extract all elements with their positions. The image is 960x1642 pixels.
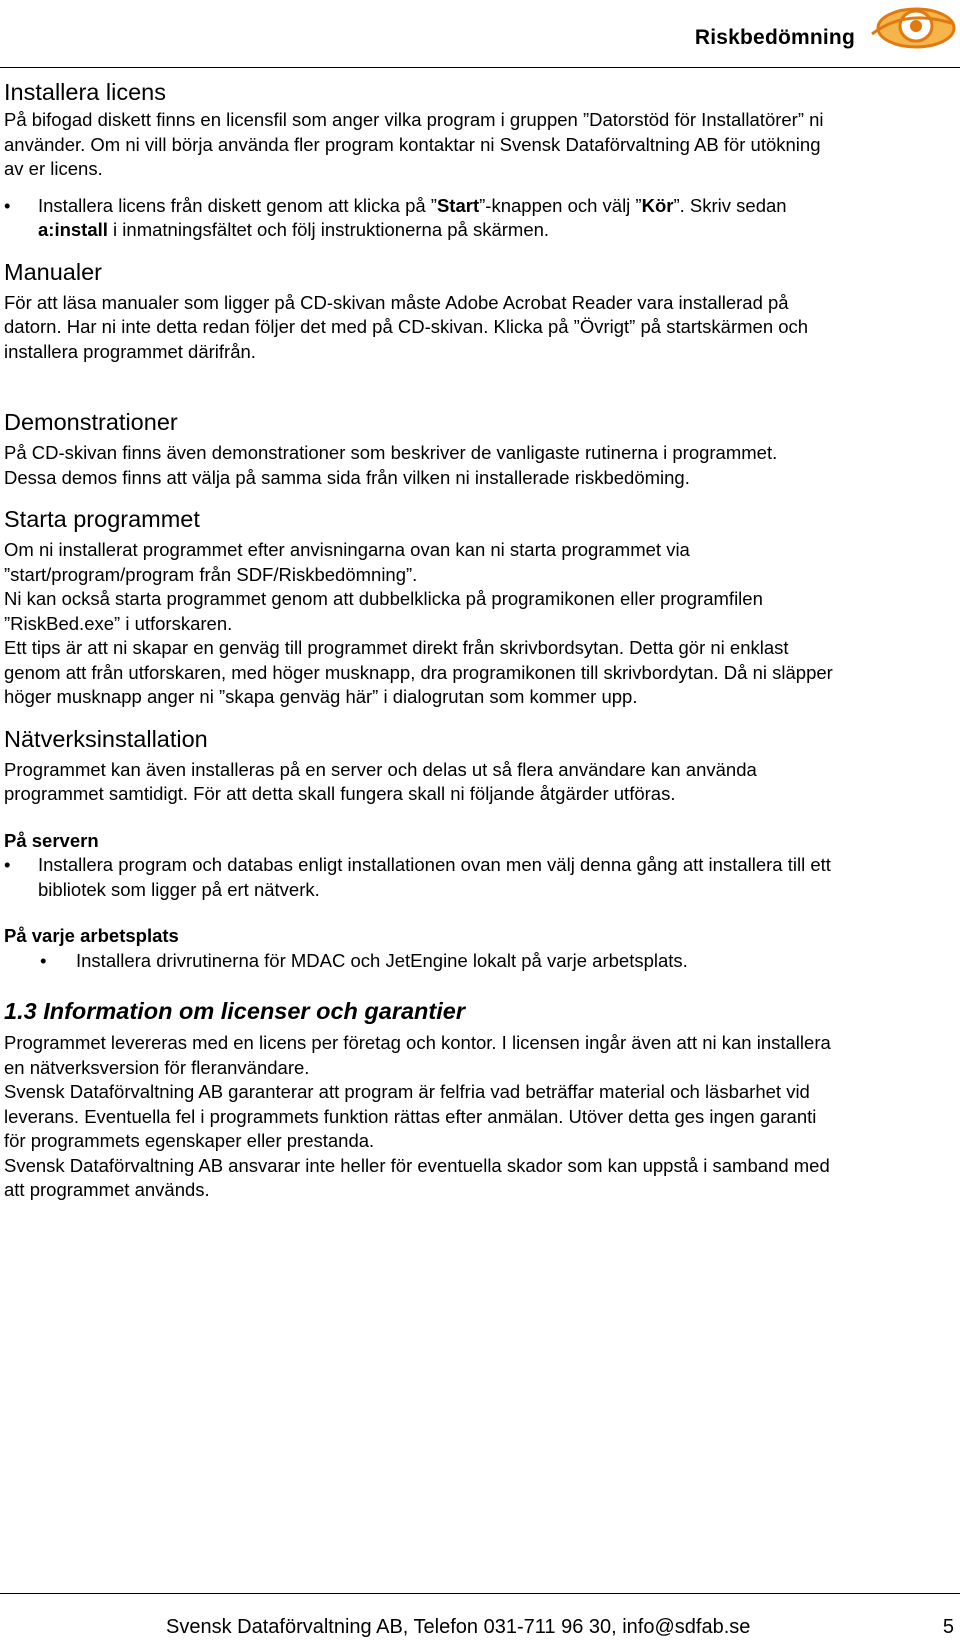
text-line: Om ni installerat programmet efter anvisningarna ovan kan ni starta programmet via <box>4 539 690 560</box>
paragraph <box>4 758 956 807</box>
heading-natverksinstallation: Nätverksinstallation <box>4 725 208 752</box>
footer-divider <box>0 1593 960 1594</box>
text-line: Programmet kan även installeras på en server och delas ut så flera användare kan använda <box>4 758 757 780</box>
header-title: Riskbedömning <box>694 26 855 49</box>
eye-logo-icon <box>866 2 958 56</box>
bullet-icon: • <box>4 854 11 875</box>
list-item <box>4 853 956 902</box>
text-line: Svensk Dataförvaltning AB ansvarar inte heller för eventuella skador som kan uppstå i samband med <box>4 1154 830 1176</box>
footer-contact: Svensk Dataförvaltning AB, Telefon 031-711 96 30, info@sdfab.se <box>166 1616 751 1638</box>
text-line: På bifogad diskett finns en licensfil som anger vilka program i gruppen ”Datorstöd för Installatörer” ni <box>4 109 824 130</box>
paragraph <box>4 1031 956 1203</box>
text-line: ”start/program/program från SDF/Riskbedömning”. <box>4 563 418 585</box>
text-line: en nätverksversion för fleranvändare. <box>4 1056 310 1078</box>
heading-manualer: Manualer <box>4 258 102 285</box>
text-line: På CD-skivan finns även demonstrationer som beskriver de vanligaste rutinerna i programmet. <box>4 442 778 463</box>
bullet-icon: • <box>40 949 47 971</box>
subheading-pa-varje-arbetsplats: På varje arbetsplats <box>4 925 179 946</box>
text-line: Ett tips är att ni skapar en genväg till programmet direkt från skrivbordsytan. Detta gör ni enklast <box>4 637 789 658</box>
document-body <box>4 76 956 1203</box>
bullet-icon: • <box>4 194 11 216</box>
text-line: av er licens. <box>4 158 103 179</box>
heading-installera-licens: Installera licens <box>4 79 166 105</box>
heading-starta-programmet: Starta programmet <box>4 506 200 532</box>
text-line: genom att från utforskaren, med höger musknapp, dra programikonen till skrivbordytan. Då ni släpper <box>4 661 833 683</box>
text-line: Svensk Dataförvaltning AB garanterar att program är felfria vad beträffar material och läsbarhet vid <box>4 1081 810 1102</box>
header-divider <box>0 67 960 68</box>
page-number: 5 <box>942 1616 954 1638</box>
text-line: Ni kan också starta programmet genom att dubbelklicka på programikonen eller programfilen <box>4 588 763 609</box>
text-line: Programmet levereras med en licens per företag och kontor. I licensen ingår även att ni kan installera <box>4 1032 831 1053</box>
text-line: leverans. Eventuella fel i programmets funktion rättas efter anmälan. Utöver detta ges ingen garanti <box>4 1105 817 1127</box>
paragraph <box>4 441 956 490</box>
paragraph <box>4 291 956 365</box>
text-line: Dessa demos finns att välja på samma sida från vilken ni installerade riskbedöming. <box>4 466 690 488</box>
list-item <box>4 949 956 974</box>
paragraph <box>4 108 956 182</box>
text-line: att programmet används. <box>4 1179 210 1200</box>
heading-information-licenser: 1.3 Information om licenser och garantier <box>4 998 465 1024</box>
text-line: datorn. Har ni inte detta redan följer det med på CD-skivan. Klicka på ”Övrigt” på startskärmen och <box>4 316 809 337</box>
text-line: bibliotek som ligger på ert nätverk. <box>38 878 320 900</box>
paragraph <box>4 538 956 710</box>
heading-demonstrationer: Demonstrationer <box>4 409 178 435</box>
text-line: Installera drivrutinerna för MDAC och JetEngine lokalt på varje arbetsplats. <box>76 949 688 971</box>
text-line: för programmets egenskaper eller prestanda. <box>4 1130 375 1151</box>
text-line: ”RiskBed.exe” i utforskaren. <box>4 612 233 634</box>
text-line: För att läsa manualer som ligger på CD-skivan måste Adobe Acrobat Reader vara installerad på <box>4 291 789 313</box>
text-line: installera programmet därifrån. <box>4 340 256 362</box>
text-line: använder. Om ni vill börja använda fler program kontaktar ni Svensk Dataförvaltning AB för utökning <box>4 133 821 155</box>
subheading-pa-servern: På servern <box>4 829 99 851</box>
text-line: programmet samtidigt. För att detta skall fungera skall ni följande åtgärder utföras. <box>4 783 676 804</box>
list-item: • Installera licens från diskett genom att klicka på ”Start”-knappen och välj ”Kör”. Skriv sedan a:install i inmatningsfältet och följ instruktionerna på skärmen. <box>4 194 787 240</box>
text-line: Installera program och databas enligt installationen ovan men välj denna gång att installera till ett <box>38 854 831 875</box>
text-line: höger musknapp anger ni ”skapa genväg här” i dialogrutan som kommer upp. <box>4 686 638 707</box>
